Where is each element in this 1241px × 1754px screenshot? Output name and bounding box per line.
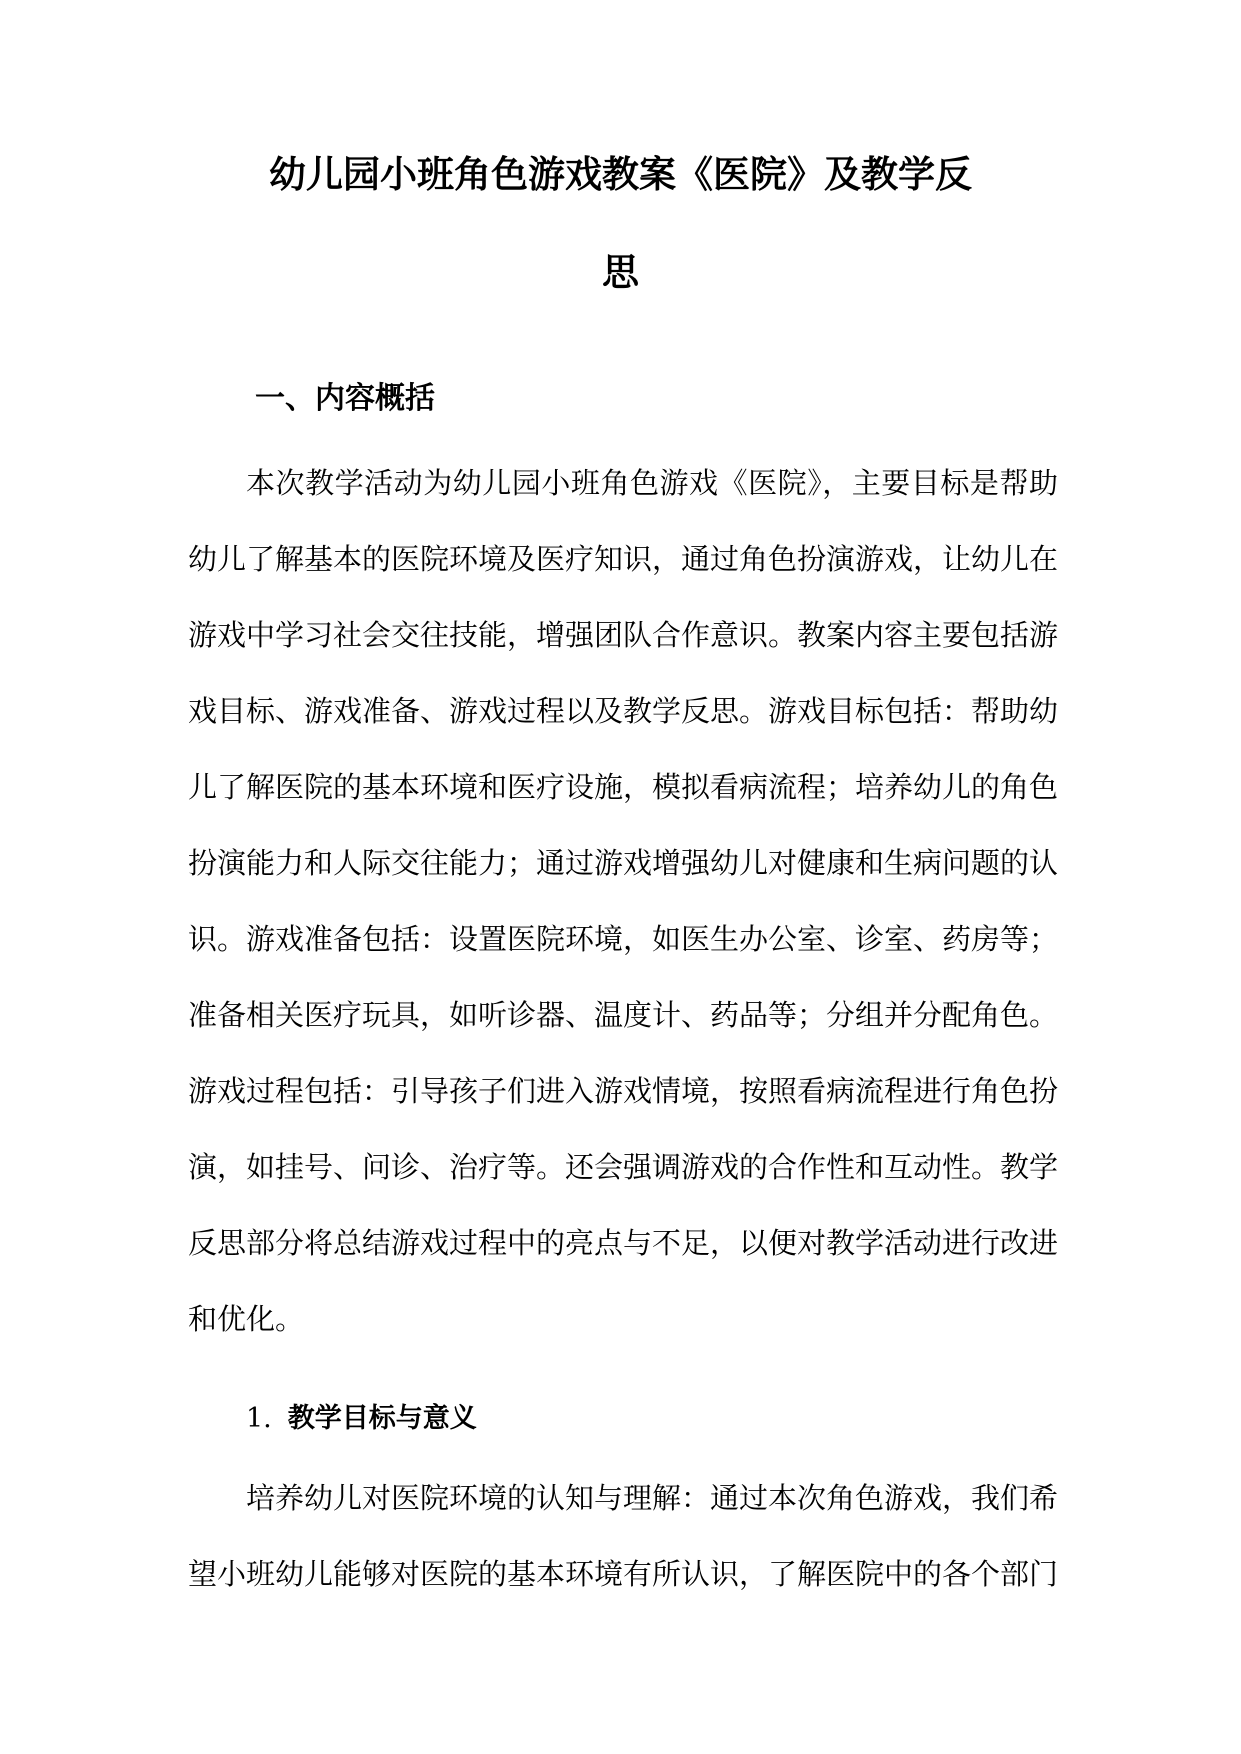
document-title-line-1: 幼儿园小班角色游戏教案《医院》及教学反 <box>269 153 972 196</box>
content-summary-paragraph: 本次教学活动为幼儿园小班角色游戏《医院》，主要目标是帮助幼儿了解基本的医院环境及医疗知识，通过角色扮演游戏，让幼儿在游戏中学习社会交往技能，增强团队合作意识。教案内容主要包括游戏目标、游戏准备、游戏过程以及教学反思。游戏目标包括：帮助幼儿了解医院的基本环境和医疗设施，模拟看病流程；培养幼儿的角色扮演能力和人际交往能力；通过游戏增强幼儿对健康和生病问题的认识。游戏准备包括：设置医院环境，如医生办公室、诊室、药房等；准备相关医疗玩具，如听诊器、温度计、药品等；分组并分配角色。游戏过程包括：引导孩子们进入游戏情境，按照看病流程进行角色扮演，如挂号、问诊、治疗等。还会强调游戏的合作性和互动性。教学反思部分将总结游戏过程中的亮点与不足，以便对教学活动进行改进和优化。 <box>188 466 1059 1336</box>
subsection-heading <box>246 1394 477 1444</box>
document-title-line-2: 思 <box>602 251 639 294</box>
subsection-number: 1. <box>246 1403 272 1434</box>
subsection-title: 教学目标与意义 <box>287 1403 477 1434</box>
section-heading-content-summary: 一、内容概括 <box>255 381 435 416</box>
teaching-goals-paragraph: 培养幼儿对医院环境的认知与理解：通过本次角色游戏，我们希望小班幼儿能够对医院的基本环境有所认识，了解医院中的各个部门 <box>188 1481 1059 1591</box>
